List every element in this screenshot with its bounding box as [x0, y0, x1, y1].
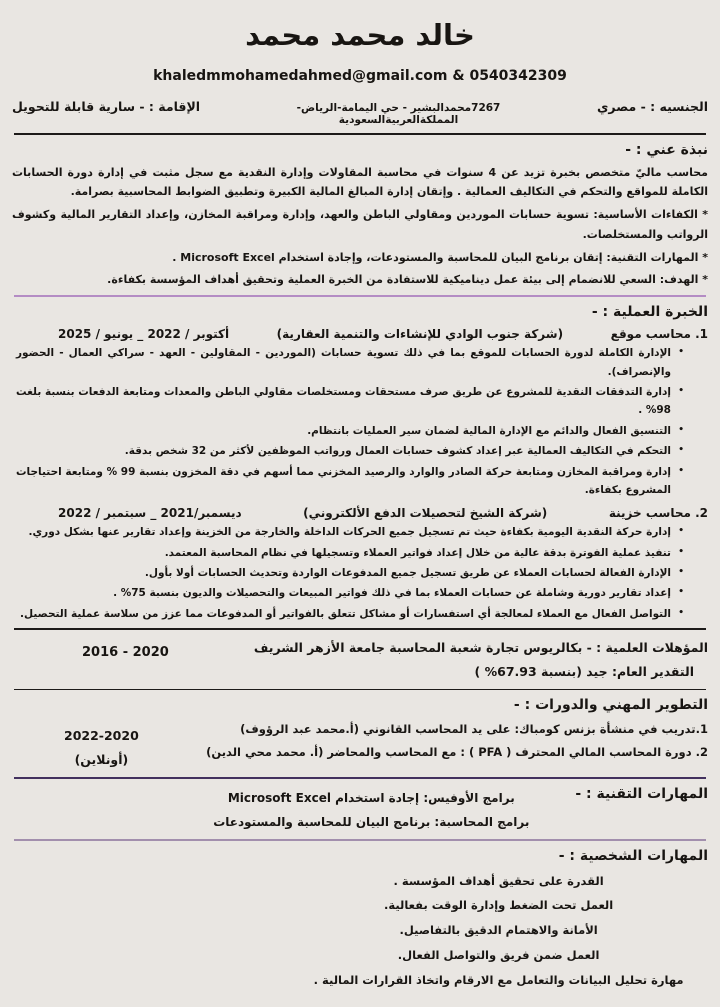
- job-role: 1. محاسب موقع: [610, 327, 708, 342]
- job-entry: [12, 327, 708, 499]
- section-about: [12, 142, 708, 291]
- education-title: المؤهلات العلمية : -: [586, 639, 708, 655]
- section-personal-skills: [12, 848, 708, 993]
- job-entry: [12, 506, 708, 623]
- personal-skills-title: المهارات الشخصية : -: [558, 847, 708, 864]
- technical-skills-title: المهارات التقنية : -: [575, 785, 708, 802]
- personal-skill-item: العمل تحت الضغط وإدارة الوقت بفعالية.: [384, 898, 614, 913]
- divider: [14, 628, 706, 630]
- job-company: (شركة الشيخ لتحصيلات الدفع الألكتروني): [303, 506, 548, 521]
- contact-line: [12, 68, 708, 84]
- technical-skill-line: برامج المحاسبة: برنامج البيان للمحاسبة والمستودعات: [213, 814, 530, 829]
- divider: [14, 133, 706, 135]
- development-items: [206, 718, 708, 764]
- job-bullets: [12, 344, 708, 499]
- about-point: * المهارات التقنية: إتقان برنامج البيان للمحاسبة والمستودعات، وإجادة استخدام Microsoft Excel .: [172, 250, 708, 264]
- section-experience: [12, 304, 708, 623]
- about-point: * الكفاءات الأساسية: تسوية حسابات الموردين ومقاولي الباطن والعهد، وإدارة ومراقبة المخازن، وإعداد التقارير المالية وكشوف الرواتب والمستخلصات.: [12, 208, 708, 241]
- development-mode: (أونلاين): [74, 751, 129, 767]
- section-technical-skills: [12, 786, 708, 834]
- job-bullet: • التحكم في التكاليف العمالية عبر إعداد كشوف حسابات العمال ورواتب الموظفين لأكثر من 32 شخص بدقة.: [16, 442, 684, 460]
- job-bullet: • إدارة التدفقات النقدية للمشروع عن طريق صرف مستحقات ومستخلصات مقاولي الباطن والمعدات ومتابعة الدفعات بنسبة بلغت 98% .: [16, 383, 684, 420]
- divider: [14, 295, 706, 297]
- divider: [14, 777, 706, 779]
- job-bullet: • إعداد تقارير دورية وشاملة عن حسابات العملاء بما في ذلك فواتير المبيعات والتحصيلات والديون بنسبة 75% .: [16, 584, 684, 602]
- address-text: 7267محمدالبشير - حي اليمامة-الرياض-المملكةالعربيةالسعودية: [296, 102, 501, 126]
- job-bullet: • إدارة ومراقبة المخازن ومتابعة حركة الصادر والوارد والرصيد المخزني مما أسهم في دقة المخزون بنسبة 99 % ومتابعة احتياجات المشروع بكفاءة.: [16, 463, 684, 500]
- contact-separator: &: [447, 68, 470, 84]
- personal-info-row: [12, 99, 708, 126]
- education-grade: التقدير العام: جيد (بنسبة 67.93% ): [474, 664, 694, 680]
- education-degree: بكالريوس تجارة شعبة المحاسبة جامعة الأزهر الشريف: [253, 639, 583, 655]
- job-company: (شركة جنوب الوادي للإنشاءات والتنمية العقارية): [276, 327, 564, 342]
- job-dates: أكتوبر / 2022 _ يونيو / 2025: [58, 327, 230, 342]
- about-summary: محاسب ماليّ متخصص بخبرة تزيد عن 4 سنوات في محاسبة المقاولات وإدارة النقدية مع سجل مثبت في إدارة دورة الحسابات الكاملة للمواقع والتحكم في التكاليف العمالية . وإتقان إدارة المبالغ المالية الكبيرة وتطبيق الضوابط المحاسبية بصرامة.: [12, 165, 708, 199]
- person-name: خالد محمد محمد: [245, 18, 475, 52]
- email-text: khaledmmohamedahmed@gmail.com: [153, 68, 448, 84]
- residence-text: الإقامة : - سارية قابلة للتحويل: [12, 99, 201, 114]
- about-title: نبذة عني : -: [625, 141, 708, 158]
- job-bullet: • الإدارة الكاملة لدورة الحسابات للموقع بما في ذلك تسوية حسابات (الموردين - المقاولين - العهد - سراكي العمال - الحضور والإنصراف).: [16, 344, 684, 381]
- about-points: [12, 205, 708, 290]
- experience-title: الخبرة العملية : -: [591, 304, 708, 321]
- job-header: [12, 506, 708, 520]
- about-point: * الهدف: السعي للانضمام إلى بيئة عمل ديناميكية للاستفادة من الخبرة العملية وتحقيق أهداف المؤسسة بكفاءة.: [107, 273, 708, 287]
- job-bullet: • التواصل الفعال مع العملاء لمعالجة أي استفسارات أو مشاكل تتعلق بالفواتير أو المدفوعات مما عزز من سلاسة عملية التحصيل.: [16, 605, 684, 623]
- divider: [14, 839, 706, 841]
- job-bullet: • تنفيذ عملية الفوترة بدقة عالية من خلال إعداد فواتير العملاء وتسجيلها في نظام المحاسبة المعتمد.: [16, 544, 684, 562]
- job-bullet: • التنسيق الفعال والدائم مع الإدارة المالية لضمان سير العمليات بانتظام.: [16, 422, 684, 440]
- development-title: التطوير المهني والدورات : -: [513, 697, 708, 714]
- job-bullet: • إدارة حركة النقدية اليومية بكفاءة حيث تم تسجيل جميع الحركات الداخلة والخارجة من الخزينة وإعداد تقارير عنها بشكل دوري.: [16, 523, 684, 541]
- technical-skills-lines: [213, 786, 529, 834]
- nationality-text: الجنسيه : - مصري: [596, 99, 708, 114]
- job-dates: ديسمبر/2021 _ سبتمبر / 2022: [58, 506, 242, 521]
- divider: [14, 689, 706, 691]
- section-education: [12, 637, 708, 684]
- job-header: [12, 327, 708, 341]
- education-dates: 2016 - 2020: [82, 644, 169, 660]
- personal-skill-item: القدرة على تحقيق أهداف المؤسسة .: [393, 873, 604, 888]
- personal-skills-list: [307, 869, 690, 993]
- development-years: 2022-2020: [64, 728, 139, 744]
- development-item: 2. دورة المحاسب المالي المحترف ( PFA ) : مع المحاسب والمحاضر (أ. محمد محي الدين): [206, 745, 708, 760]
- job-bullets: [12, 523, 708, 623]
- section-development: [12, 697, 708, 772]
- personal-skill-item: العمل ضمن فريق والتواصل الفعال.: [397, 947, 600, 962]
- phone-number: 0540342309: [469, 68, 567, 84]
- development-dates: [64, 724, 139, 772]
- job-role: 2. محاسب خزينة: [608, 506, 708, 521]
- job-bullet: • الإدارة الفعالة لحسابات العملاء عن طريق تسجيل جميع المدفوعات الواردة وتحديث الحسابات أولا بأول.: [16, 564, 684, 582]
- education-main: [254, 637, 708, 684]
- personal-skill-item: مهارة تحليل البيانات والتعامل مع الارقام واتخاذ القرارات المالية .: [313, 972, 684, 987]
- development-item: 1.تدريب في منشأة بزنس كومباك: على يد المحاسب القانوني (أ.محمد عبد الرؤوف): [240, 722, 708, 737]
- personal-skill-item: الأمانة والاهتمام الدقيق بالتفاصيل.: [399, 923, 598, 938]
- technical-skill-line: برامج الأوفيس: إجادة استخدام Microsoft Excel: [227, 790, 515, 805]
